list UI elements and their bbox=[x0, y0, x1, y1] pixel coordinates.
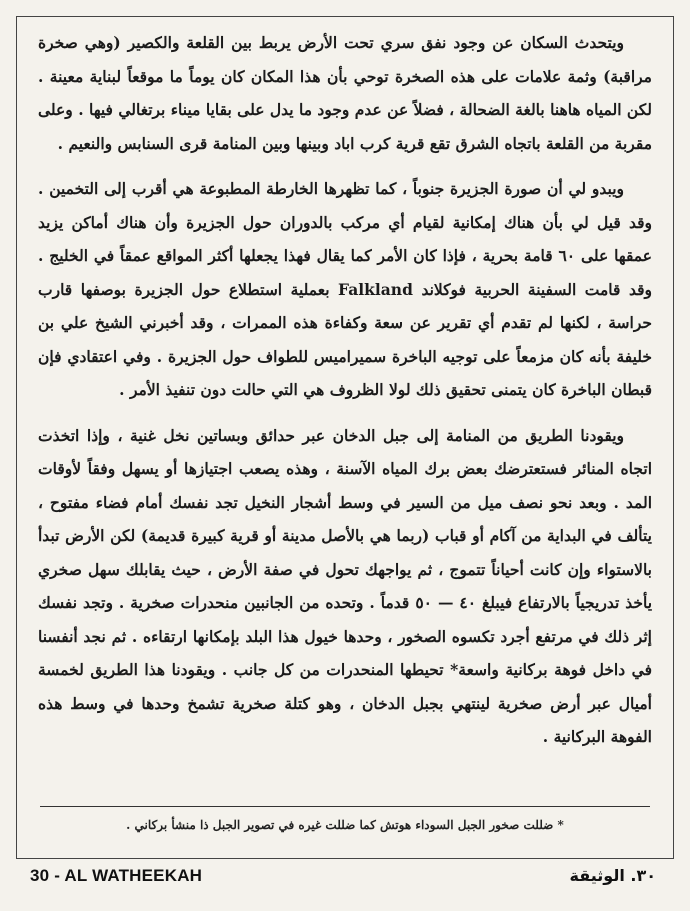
paragraph-1: ويتحدث السكان عن وجود نفق سري تحت الأرض يربط بين القلعة والكصير (وهي صخرة مراقبة) وثمة علامات على هذه الصخرة توحي بأن هذا المكان كان يوماً ما موقعاً لبناية معينة . لكن المياه هاهنا بالغة الضحالة ، فضلاً عن عدم وجود ما يدل على بقايا ميناء برتغالي فيها . وعلى مقربة من القلعة باتجاه الشرق تقع قرية كرب اباد وبينها وبين المنامة قرى السنابس والنعيم . bbox=[38, 33, 652, 153]
paragraph-2: ويبدو لي أن صورة الجزيرة جنوباً ، كما تظهرها الخارطة المطبوعة هي أقرب إلى التخمين . وقد قيل لي بأن هناك إمكانية لقيام أي مركب بالدوران حول الجزيرة وأن هناك أماكن يزيد عمقها على ٦٠ قامة بحرية ، فإذا كان الأمر كما يقال فهذا يجعلها أكثر المواقع عمقاً في الخليج . وقد قامت السفينة الحربية فوكلاند Falkland بعملية استطلاع حول الجزيرة بوصفها قارب حراسة ، لكنها لم تقدم أي تقرير عن سعة وكفاءة هذه الممرات ، وقد أخبرني الشيخ علي بن خليفة بأنه كان مزمعاً على توجيه الباخرة سميراميس للطواف حول الجزيرة . وفي اعتقادي فإن قبطان الباخرة كان يتمنى تحقيق ذلك لولا الظروف هي التي حالت دون تنفيذ الأمر . bbox=[38, 179, 652, 399]
article-body bbox=[38, 26, 652, 754]
footnote-divider bbox=[40, 806, 650, 807]
footer-page-label-arabic: ٣٠. الوثيقة bbox=[569, 866, 656, 885]
footnote: * ضللت صخور الجبل السوداء هوتش كما ضللت غيره في تصوير الجبل ذا منشأ بركاني . bbox=[126, 818, 564, 832]
footer-page-label-latin: 30 - AL WATHEEKAH bbox=[30, 866, 203, 885]
paragraph-3: ويقودنا الطريق من المنامة إلى جبل الدخان عبر حدائق وبساتين نخل غنية ، وإذا اتخذت اتجاه المنائر فستعترضك بعض برك المياه الآسنة ، وهذه يصعب اجتيازها أو يسهل وفقاً لأوقات المد . وبعد نحو نصف ميل من السير في وسط أشجار النخيل تجد نفسك أمام فضاء مفتوح ، يتألف في البداية من آكام أو قباب (ربما هي بالأصل مدينة أو قرية كبيرة قديمة) لكن الأرض تبدأ بالاستواء وإن كانت أحياناً تتموج ، ثم يواجهك تحول في صفة الأرض ، حيث يقابلك سهل صخري يأخذ تدريجياً بالارتفاع فيبلغ ٤٠ — ٥٠ قدماً . وتحده من الجانبين منحدرات صخرية . وتجد نفسك إثر ذلك في مرتفع أجرد تكسوه الصخور ، وحدها خيول هذا البلد بإمكانها ارتقاءه . ثم نجد أنفسنا في داخل فوهة بركانية واسعة* تحيطها المنحدرات من كل جانب . ويقودنا هذا الطريق لخمسة أميال عبر أرض صخرية لينتهي بجبل الدخان ، وهو كتلة صخرية تشمخ وحدها في وسط هذه الفوهة البركانية . bbox=[38, 425, 653, 746]
